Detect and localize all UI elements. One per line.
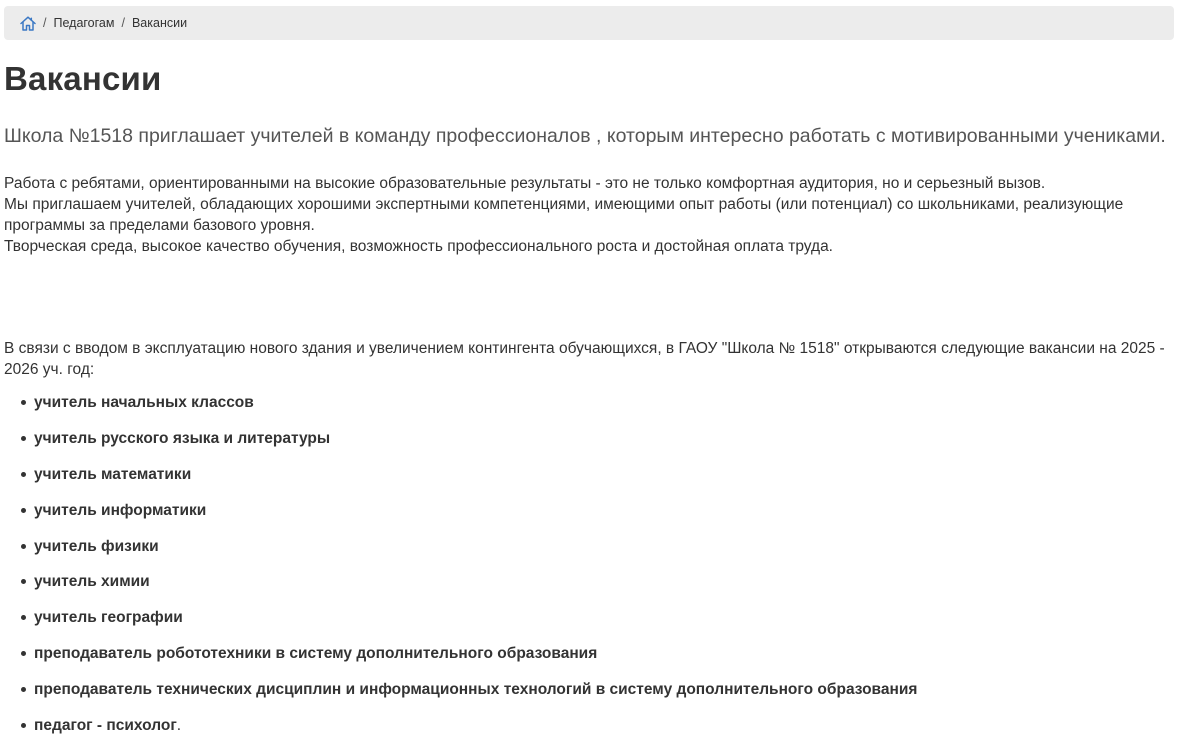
page-content: [4, 6, 1174, 751]
list-item: [34, 464, 1174, 485]
list-item: [34, 428, 1174, 449]
list-item: [34, 392, 1174, 413]
list-item: [34, 607, 1174, 628]
list-item: [34, 571, 1174, 592]
vacancy-title: учитель географии: [34, 609, 183, 627]
vacancy-title: учитель информатики: [34, 501, 207, 519]
breadcrumb-home[interactable]: [20, 16, 36, 31]
breadcrumb-item-vacancies: Вакансии: [131, 16, 188, 30]
list-item: [34, 643, 1174, 664]
vacancy-title: учитель математики: [34, 465, 192, 483]
home-icon[interactable]: [20, 16, 36, 31]
vacancy-title: педагог - психолог: [34, 717, 177, 735]
vacancy-title: преподаватель технических дисциплин и информационных технологий в систему дополнительного образования: [34, 681, 918, 699]
announcement-text: В связи с вводом в эксплуатацию нового здания и увеличением контингента обучающихся, в ГАОУ "Школа № 1518" открываются следующие вакансии на 2025 - 2026 уч. год:: [4, 340, 1165, 378]
intro-paragraph: Мы приглашаем учителей, обладающих хорошими экспертными компетенциями, имеющими опыт работы (или потенциал) со школьниками, реализующие программы за пределами базового уровня.: [4, 196, 1124, 234]
breadcrumb-separator: /: [43, 16, 47, 30]
intro-paragraph: Творческая среда, высокое качество обучения, возможность профессионального роста и достойная оплата труда.: [4, 238, 833, 255]
breadcrumb-item-teachers[interactable]: Педагогам: [53, 16, 115, 30]
list-item: [34, 679, 1174, 700]
intro-block: [4, 173, 1174, 257]
vacancy-title: учитель начальных классов: [34, 394, 254, 411]
vacancy-title: учитель химии: [34, 573, 150, 591]
vacancy-title: учитель физики: [34, 537, 159, 555]
lead-text: Школа №1518 приглашает учителей в команду профессионалов , которым интересно работать с мотивированными учениками.: [4, 125, 1166, 147]
breadcrumb-separator: /: [121, 16, 125, 30]
page-title: Вакансии: [4, 60, 162, 97]
list-item: [34, 500, 1174, 521]
vacancy-title: преподаватель робототехники в систему дополнительного образования: [34, 645, 598, 663]
vacancy-suffix: .: [176, 717, 182, 735]
intro-paragraph: Работа с ребятами, ориентированными на высокие образовательные результаты - это не только комфортная аудитория, но и серьезный вызов.: [4, 175, 1046, 192]
vacancy-list: [4, 392, 1174, 736]
breadcrumb: [4, 6, 1174, 40]
list-item: [34, 715, 1174, 736]
list-item: [34, 536, 1174, 557]
vacancy-title: учитель русского языка и литературы: [34, 429, 331, 447]
